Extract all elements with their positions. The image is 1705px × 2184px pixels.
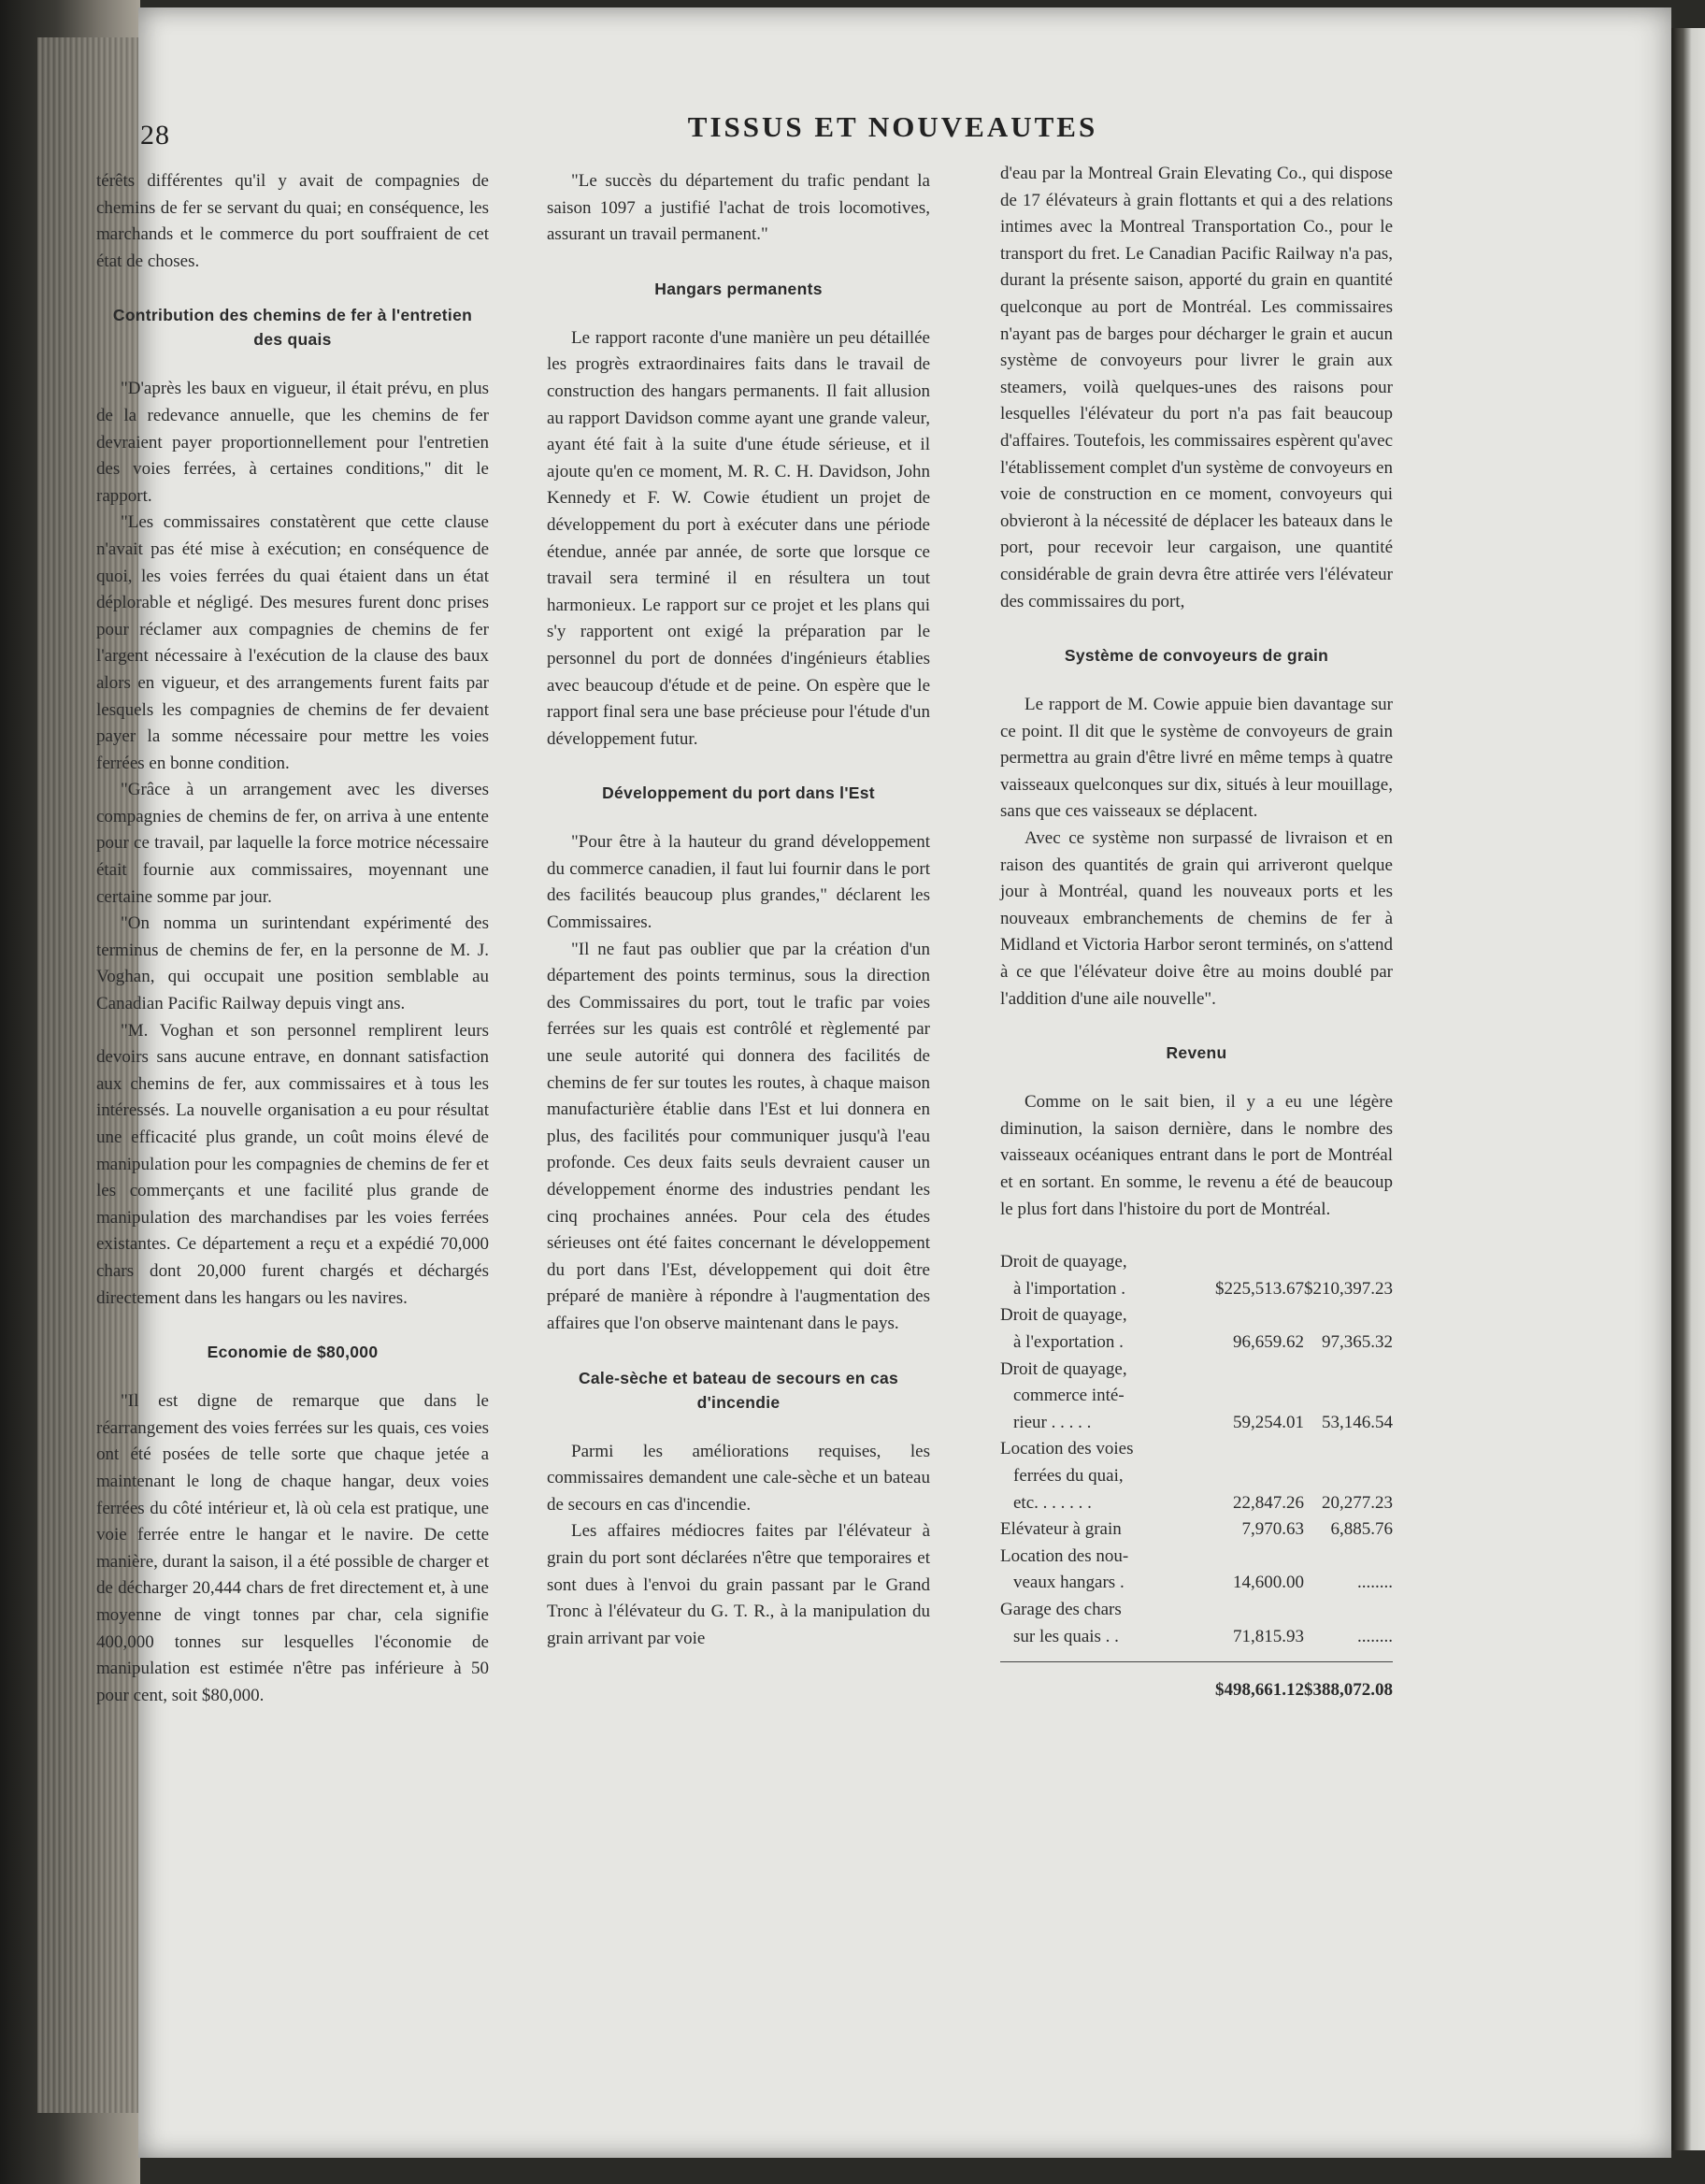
row-label: Garage des chars — [1000, 1599, 1122, 1619]
row-label: etc. . . . . . . — [1013, 1492, 1092, 1513]
section-heading: Revenu — [1166, 1043, 1227, 1063]
value-cell: $210,397.23 — [1304, 1278, 1393, 1299]
value-cell: ........ — [1357, 1573, 1393, 1593]
value-cell: $225,513.67 — [1215, 1278, 1304, 1299]
value-cell: 97,365.32 — [1322, 1331, 1393, 1352]
value-cell: ........ — [1357, 1626, 1393, 1646]
paragraph: "Il est digne de remarque que dans le réarrangement des voies ferrées sur les quais, ces voies ont été posées de telle sorte que chaque jetée a maintenant le long de chaque hangar, deux voies ferrées du côté intérieur et, là où cela est pratique, une voie ferrée entre le hangar et le navire. De cette manière, durant la saison, il a été possible de charger et de décharger 20,444 chars de fret directement et, à une moyenne de vingt tonnes par char, cela signifie 400,000 tonnes sur lesquelles l'économie de manipulation est estimée n'être pas inférieure à 50 pour cent, soit $80,000. — [96, 1391, 489, 1705]
section-heading: Développement du port dans l'Est — [602, 783, 875, 803]
table-total-row — [1000, 1662, 1393, 1704]
row-label: Droit de quayage, — [1000, 1358, 1127, 1379]
total-value: $498,661.12 — [1201, 1662, 1304, 1704]
table-row — [1000, 1490, 1393, 1517]
table-row — [1000, 1597, 1393, 1624]
paragraph: térêts différentes qu'il y avait de compagnies de chemins de fer se servant du quai; en conséquence, les marchands et le commerce du port souffraient de cet état de choses. — [96, 171, 489, 271]
page-number: 28 — [140, 120, 170, 151]
table-row — [1000, 1544, 1393, 1571]
row-label: Droit de quayage, — [1000, 1252, 1127, 1272]
facing-page-edge — [1671, 28, 1705, 2150]
paragraph: Avec ce système non surpassé de livraison et en raison des quantités de grain qui arriveront quelque jour à Montréal, quand les nouveaux ports et les nouveaux embranchements de chemins de fer à Midland et Victoria Harbor seront terminés, on s'attend à ce que l'élévateur doive être au moins doublé par l'addition d'une aile nouvelle". — [1000, 828, 1393, 1009]
table-row — [1000, 1276, 1393, 1303]
paragraph: Le rapport raconte d'une manière un peu détaillée les progrès extraordinaires faits dans le travail de construction des hangars permanents. Il fait allusion au rapport Davidson comme ayant une grande valeur, ayant été fait à la suite d'une étude sérieuse, et il ajoute qu'en ce moment, M. R. C. H. Davidson, John Kennedy et F. W. Cowie étudient un projet de développement du port à exécuter dans une période étendue, année par année, de sorte que lorsque ce travail sera terminé il en résultera un tout harmonieux. Le rapport sur ce projet et les plans qui s'y rapportent ont exigé la préparation par le personnel du port de données d'ingénieurs établies avec beaucoup d'étude et de peine. On espère que le rapport final sera une base précieuse pour l'étude d'un développement futur. — [547, 327, 930, 749]
value-cell: 20,277.23 — [1322, 1492, 1393, 1513]
row-label: à l'exportation . — [1013, 1331, 1124, 1352]
value-cell: 6,885.76 — [1330, 1519, 1393, 1540]
paragraph: Parmi les améliorations requises, les commissaires demandent une cale-sèche et un bateau de secours en cas d'incendie. — [547, 1441, 930, 1515]
table-row — [1000, 1249, 1393, 1276]
paragraph: Comme on le sait bien, il y a eu une légère diminution, la saison dernière, dans le nombre des vaisseaux océaniques entrant dans le port de Montréal et en sortant. En somme, le revenu a été de beaucoup le plus fort dans l'histoire du port de Montréal. — [1000, 1092, 1393, 1219]
value-cell: 71,815.93 — [1233, 1626, 1304, 1646]
column-3 — [1000, 161, 1393, 1704]
table-row — [1000, 1570, 1393, 1597]
table-row — [1000, 1624, 1393, 1651]
value-cell: 22,847.26 — [1233, 1492, 1304, 1513]
row-label: commerce inté- — [1013, 1386, 1125, 1406]
row-label: veaux hangars . — [1013, 1573, 1125, 1593]
row-label: Location des nou- — [1000, 1545, 1129, 1566]
value-cell: 14,600.00 — [1233, 1573, 1304, 1593]
paragraph: "Il ne faut pas oublier que par la création d'un département des points terminus, sous la direction des Commissaires du port, tout le trafic par voies ferrées sur les quais est contrôlé et règlementé par une seule autorité qui donnera des facilités de chemins de fer sur toutes les routes, à chaque maison manufacturière établie dans l'Est et lui donnera en plus, des facilités pour communiquer jusqu'à l'eau profonde. Ces deux faits seuls devraient causer un développement énorme des industries pendant les cinq prochaines années. Pour cela des études sérieuses ont été faites concernant le développement du port dans l'Est, développement qui doit être préparé de manière à répondre à l'augmentation des affaires que l'on observe maintenant dans le pays. — [547, 939, 930, 1333]
paragraph: "M. Voghan et son personnel remplirent leurs devoirs sans aucune entrave, en donnant satisfaction aux chemins de fer, aux commissaires et à tous les intéressés. La nouvelle organisation a eu pour résultat une efficacité plus grande, un coût moins élevé de manipulation pour les compagnies de chemins de fer et les commerçants et une facilité plus grande de manipulation des marchandises par les voies ferrées existantes. Ce département a reçu et a expédié 70,000 chars dont 20,000 furent chargés et déchargés directement dans les hangars ou les navires. — [96, 1020, 489, 1308]
section-heading: Hangars permanents — [654, 279, 823, 298]
section-heading: Contribution des chemins de fer à l'entretien des quais — [112, 306, 473, 350]
paragraph: d'eau par la Montreal Grain Elevating Co., qui dispose de 17 élévateurs à grain flottants et qui a des relations intimes avec la Montreal Transportation Co., pour le transport du fret. Le Canadian Pacific Railway n'a pas, durant la présente saison, apporté du grain en quantité quelconque au port de Montréal. Les commissaires n'ayant pas de barges pour décharger le grain et aucun système de convoyeurs pour livrer le grain aux steamers, voilà quelques-unes des raisons pour lesquelles l'élévateur du port n'a pas fait beaucoup d'affaires. Toutefois, les commissaires espèrent qu'avec l'établissement complet d'un système de convoyeurs en voie de construction en ce moment, convoyeurs qui obvieront à la nécessité de déplacer les bateaux dans le port, pour recevoir leur cargaison, une quantité considérable de grain devra être attirée vers l'élévateur des commissaires du port, — [1000, 164, 1393, 611]
total-value: $388,072.08 — [1304, 1662, 1393, 1704]
value-cell: 96,659.62 — [1233, 1331, 1304, 1352]
paragraph: Le rapport de M. Cowie appuie bien davantage sur ce point. Il dit que le système de convoyeurs de grain permettra au grain d'être livré en même temps à quatre vaisseaux quelconques sur dix, situés à leur mouillage, sans que ces vaisseaux se déplacent. — [1000, 695, 1393, 822]
row-label: Location des voies — [1000, 1439, 1134, 1459]
table-row — [1000, 1383, 1393, 1410]
column-1 — [96, 168, 489, 1709]
table-row — [1000, 1463, 1393, 1490]
row-label: sur les quais . . — [1013, 1626, 1119, 1646]
paragraph: "Pour être à la hauteur du grand développement du commerce canadien, il faut lui fournir dans le port des facilités beaucoup plus grandes," déclarent les Commissaires. — [547, 832, 930, 933]
running-head: TISSUS ET NOUVEAUTES — [687, 110, 1098, 143]
paragraph: "D'après les baux en vigueur, il était prévu, en plus de la redevance annuelle, que les chemins de fer devraient payer proportionnellement pour l'entretien des voies ferrées, à certaines conditions," dit le rapport. — [96, 379, 489, 506]
column-2 — [547, 168, 930, 1652]
section-heading: Système de convoyeurs de grain — [1064, 646, 1329, 666]
paragraph: "Le succès du département du trafic pendant la saison 1097 a justifié l'achat de trois locomotives, assurant un travail permanent." — [547, 171, 930, 245]
section-heading: Economie de $80,000 — [207, 1343, 379, 1362]
table-row — [1000, 1357, 1393, 1384]
paragraph: "On nomma un surintendant expérimenté des terminus de chemins de fer, en la personne de M. J. Voghan, qui occupait une position semblable au Canadian Pacific Railway depuis vingt ans. — [96, 913, 489, 1014]
value-cell: 53,146.54 — [1322, 1412, 1393, 1432]
value-cell: 59,254.01 — [1233, 1412, 1304, 1432]
table-row — [1000, 1329, 1393, 1357]
row-label: Droit de quayage, — [1000, 1305, 1127, 1326]
table-row — [1000, 1410, 1393, 1437]
revenue-table — [1000, 1249, 1393, 1704]
table-row — [1000, 1302, 1393, 1329]
section-heading: Cale-sèche et bateau de secours en cas d'incendie — [578, 1368, 899, 1412]
value-cell: 7,970.63 — [1241, 1519, 1304, 1540]
row-label: rieur . . . . . — [1013, 1412, 1092, 1432]
paragraph: "Grâce à un arrangement avec les diverses compagnies de chemins de fer, on arriva à une entente pour ce travail, par laquelle la force motrice nécessaire était fournie aux commissaires, moyennant une certaine somme par jour. — [96, 780, 489, 907]
table-rule — [1000, 1650, 1393, 1662]
row-label: ferrées du quai, — [1013, 1465, 1124, 1486]
table-row — [1000, 1516, 1393, 1544]
row-label: à l'importation . — [1013, 1278, 1126, 1299]
paragraph: "Les commissaires constatèrent que cette clause n'avait pas été mise à exécution; en conséquence de quoi, les voies ferrées du quai étaient dans un état déplorable et négligé. Des mesures furent donc prises pour réclamer aux compagnies de chemins de fer l'argent nécessaire à l'exécution de la clause des baux alors en vigueur, et des arrangements furent faits par lesquels les compagnies de chemins de fer devaient payer la somme nécessaire pour mettre les voies ferrées en bonne condition. — [96, 512, 489, 773]
paragraph: Les affaires médiocres faites par l'élévateur à grain du port sont déclarées n'être que temporaires et sont dues à l'envoi du grain passant par le Grand Tronc à l'élévateur du G. T. R., à la manipulation du grain arrivant par voie — [547, 1521, 930, 1648]
table-row — [1000, 1436, 1393, 1463]
row-label: Elévateur à grain — [1000, 1519, 1122, 1540]
